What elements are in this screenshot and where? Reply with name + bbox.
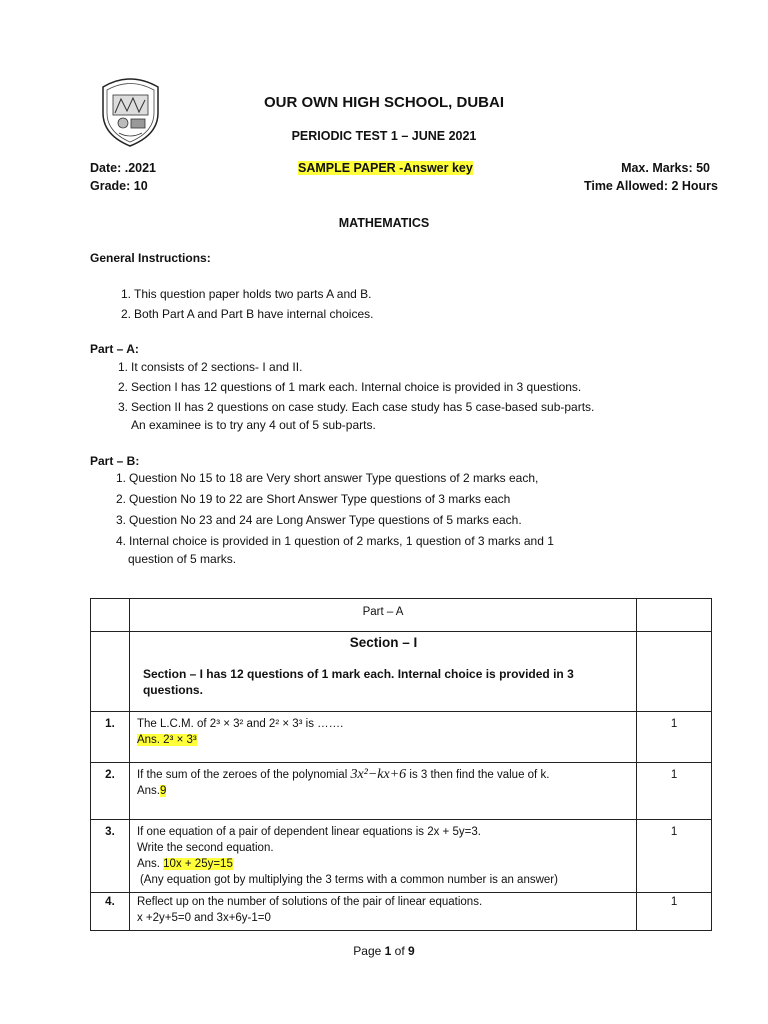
- instructions-heading: General Instructions:: [90, 251, 211, 265]
- list-item: 4. Internal choice is provided in 1 question of 2 marks, 1 question of 3 marks and 1: [116, 534, 554, 548]
- table-row: [91, 893, 712, 931]
- date-label: Date: .2021: [90, 161, 157, 175]
- page-total: 9: [408, 944, 415, 958]
- question-number: 4.: [91, 893, 130, 931]
- table-row: [91, 712, 712, 763]
- paper-type-label: SAMPLE PAPER -Answer key: [298, 161, 473, 175]
- school-name: OUR OWN HIGH SCHOOL, DUBAI: [264, 94, 504, 111]
- table-row: [91, 599, 712, 632]
- marks-cell: 1: [637, 893, 712, 931]
- table-row: [91, 820, 712, 893]
- question-text: Reflect up on the number of solutions of the pair of linear equations.: [136, 896, 483, 908]
- question-text-end: is 3 then find the value of k.: [409, 769, 550, 781]
- part-a-heading: Part – A:: [90, 342, 139, 356]
- part-b-instructions-list: [116, 470, 716, 550]
- page-number: 1: [384, 944, 392, 958]
- answer-value: 10x + 25y=15: [163, 858, 233, 870]
- footer-prefix: Page: [353, 944, 385, 958]
- question-text-line2: x +2y+5=0 and 3x+6y-1=0: [136, 912, 271, 924]
- max-marks-label: Max. Marks: 50: [621, 161, 710, 175]
- list-item: 3. Section II has 2 questions on case study. Each case study has 5 case-based sub-parts.: [118, 400, 595, 414]
- answer-label: Ans.: [136, 858, 160, 870]
- grade-label: Grade: 10: [90, 179, 148, 193]
- test-title: PERIODIC TEST 1 – JUNE 2021: [291, 129, 477, 143]
- marks-cell: 1: [637, 712, 712, 763]
- part-a-instructions-list: [118, 359, 718, 416]
- table-row: [91, 632, 712, 712]
- subject-title: MATHEMATICS: [338, 216, 430, 230]
- list-item: 1. This question paper holds two parts A and B.: [121, 287, 372, 301]
- question-number: 3.: [91, 820, 130, 893]
- answer-value: 9: [159, 785, 167, 797]
- question-number: 2.: [91, 763, 130, 820]
- table-row: [91, 763, 712, 820]
- answer-note: (Any equation got by multiplying the 3 terms with a common number is an answer): [139, 874, 558, 886]
- part-b-continuation: question of 5 marks.: [128, 552, 237, 566]
- question-text: If the sum of the zeroes of the polynomial: [136, 769, 348, 781]
- questions-table: [90, 598, 712, 931]
- question-text: If one equation of a pair of dependent linear equations is 2x + 5y=3.: [136, 826, 481, 838]
- part-title-cell: Part – A: [129, 599, 636, 632]
- answer-text: Ans. 2³ × 3³: [136, 734, 197, 746]
- question-text-line2: Write the second equation.: [136, 842, 274, 854]
- part-b-heading: Part – B:: [90, 454, 140, 468]
- list-item: 3. Question No 23 and 24 are Long Answer Type questions of 5 marks each.: [116, 513, 522, 527]
- section-title: Section – I: [349, 635, 418, 650]
- time-allowed-label: Time Allowed: 2 Hours: [583, 179, 718, 193]
- part-a-continuation: An examinee is to try any 4 out of 5 sub-parts.: [131, 418, 376, 432]
- list-item: 1. It consists of 2 sections- I and II.: [118, 360, 303, 374]
- polynomial-expression: 3x²−kx+6: [350, 767, 407, 782]
- list-item: 2. Question No 19 to 22 are Short Answer Type questions of 3 marks each: [116, 492, 511, 506]
- section-description: Section – I has 12 questions of 1 mark each. Internal choice is provided in 3 questions.: [142, 667, 574, 697]
- list-item: 2. Both Part A and Part B have internal choices.: [121, 307, 374, 321]
- page-footer: [0, 944, 768, 958]
- question-number: 1.: [91, 712, 130, 763]
- general-instructions-list: [121, 286, 681, 323]
- list-item: 1. Question No 15 to 18 are Very short answer Type questions of 2 marks each,: [116, 471, 539, 485]
- list-item: 2. Section I has 12 questions of 1 mark each. Internal choice is provided in 3 questions.: [118, 380, 582, 394]
- marks-cell: 1: [637, 820, 712, 893]
- answer-label: Ans.: [136, 785, 160, 797]
- footer-of: of: [391, 944, 409, 958]
- question-text: The L.C.M. of 2³ × 3² and 2² × 3³ is …….: [136, 718, 344, 730]
- marks-cell: 1: [637, 763, 712, 820]
